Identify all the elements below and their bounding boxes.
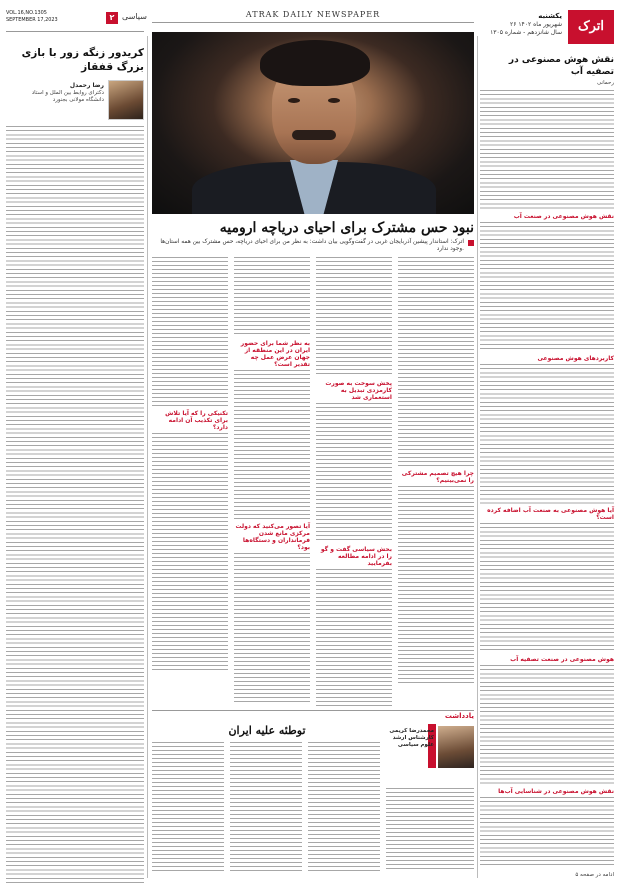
note-author-box bbox=[386, 724, 474, 784]
text-lines bbox=[398, 486, 474, 686]
text-lines bbox=[480, 90, 614, 210]
subhead: تکنیکی را که آیا تلاش برای تکذیب آن ادامه دارد؟ bbox=[165, 410, 228, 431]
right-column bbox=[480, 52, 614, 878]
text-lines bbox=[152, 257, 228, 407]
text-lines bbox=[234, 553, 310, 703]
photo-mustache bbox=[292, 130, 336, 140]
paper-name-strip bbox=[152, 10, 474, 26]
lead-bullet-icon bbox=[468, 240, 474, 246]
photo-hair bbox=[260, 40, 370, 86]
text-lines bbox=[480, 364, 614, 504]
newspaper-logo: اترک bbox=[568, 10, 614, 44]
main-article-body bbox=[152, 257, 474, 691]
text-lines bbox=[316, 569, 392, 709]
body-col-4 bbox=[152, 257, 228, 691]
text-lines bbox=[316, 257, 392, 377]
left-column bbox=[6, 38, 144, 878]
text-lines bbox=[480, 523, 614, 653]
subhead: به نظر شما برای حضور ایران در این منطقه از جهان عرض عمل چه تقدیر است؟ bbox=[240, 340, 310, 368]
subhead: بحش سیاسی گفت و گو را در ادامه مطالعه بفرمایید bbox=[320, 546, 392, 567]
text-lines bbox=[152, 742, 224, 872]
left-article-title: کریدور زنگه زور با بازی بزرگ قفقاز bbox=[21, 47, 144, 73]
subhead: کاربردهای هوش مصنوعی bbox=[537, 355, 614, 362]
note-title: توطئه علیه ایران bbox=[228, 724, 306, 737]
author-box bbox=[6, 78, 144, 122]
text-lines bbox=[480, 665, 614, 785]
text-lines bbox=[152, 433, 228, 673]
photo-eyes bbox=[288, 98, 340, 104]
volume-number: VOL.16,NO.1305 bbox=[6, 10, 47, 16]
text-lines bbox=[386, 788, 474, 872]
masthead bbox=[480, 10, 614, 48]
text-lines bbox=[316, 403, 392, 543]
right-article-title: نقش هوش مصنوعی در تصفیه آب bbox=[508, 55, 614, 77]
note-bar bbox=[152, 710, 474, 720]
continued-note: ادامه در صفحه ۵ bbox=[575, 872, 614, 878]
body-col-3 bbox=[234, 257, 310, 691]
subhead: آیا تصور می‌کنید که دولت مرکزی مانع شدن فرمانداران و دستگاه‌ها بود؟ bbox=[235, 523, 310, 551]
issue-info bbox=[6, 10, 58, 23]
text-lines bbox=[398, 257, 474, 467]
paper-name: ATRAK DAILY NEWSPAPER bbox=[245, 10, 381, 19]
note-label: یادداشت bbox=[444, 712, 474, 720]
author-name: رضا رحمدل bbox=[69, 82, 104, 89]
text-lines bbox=[480, 222, 614, 352]
center-column bbox=[152, 30, 474, 878]
issue-date-en: SEPTEMBER 17,2023 bbox=[6, 16, 58, 23]
note-author-photo bbox=[438, 726, 474, 768]
issue-sub: سال شانزدهم - شماره ۱۳۰۵ bbox=[490, 29, 562, 36]
main-headline: نبود حس مشترک برای احیای دریاچه ارومیه bbox=[219, 220, 474, 236]
subhead: نقش هوش مصنوعی در شناسایی آب‌ها bbox=[498, 788, 614, 795]
text-lines bbox=[230, 742, 302, 872]
note-author-name: محمدرضا کریمی کارشناس ارشد علوم سیاسی bbox=[389, 728, 434, 748]
body-col-1 bbox=[398, 257, 474, 691]
left-article-body bbox=[6, 126, 144, 885]
right-article-author: رحمانی bbox=[596, 80, 614, 86]
text-lines bbox=[234, 257, 310, 337]
subhead: نقش هوش مصنوعی در صنعت آب bbox=[513, 213, 614, 220]
author-role: دکترای روابط بین الملل و استاد دانشگاه مولانی بجنورد bbox=[31, 90, 104, 103]
lead-text: اترک: استاندار پیشین آذربایجان غربی در گفت‌وگویی بیان داشت: به نظر من برای احیای دریاچه، حس مشترک بین همه استان‌ها وجود ندارد. bbox=[160, 239, 464, 252]
subhead: پخش سوخت به صورت کارمزدی تبدیل به استعماری شد bbox=[325, 380, 392, 401]
author-photo bbox=[108, 80, 144, 120]
subhead: هوش مصنوعی در صنعت تصفیه آب bbox=[510, 656, 614, 663]
issue-date-fa bbox=[490, 12, 562, 37]
note-article bbox=[152, 724, 474, 874]
text-lines bbox=[308, 742, 380, 872]
page-header-left bbox=[6, 10, 147, 32]
body-col-2 bbox=[316, 257, 392, 691]
main-lead bbox=[152, 239, 474, 253]
weekday: یکشنبه bbox=[538, 12, 562, 20]
page-number-badge: ۲ bbox=[106, 12, 118, 24]
text-lines bbox=[480, 797, 614, 867]
text-lines bbox=[234, 370, 310, 520]
column-divider bbox=[147, 36, 148, 878]
subhead: آیا هوش مصنوعی به صنعت آب اضافه کرده است؟ bbox=[487, 507, 614, 521]
header-rule bbox=[152, 22, 474, 23]
section-label: سیاسی bbox=[122, 12, 147, 21]
main-photo bbox=[152, 32, 474, 214]
date-line: ۲۶ شهریور ماه ۱۴۰۲ bbox=[509, 21, 562, 28]
subhead: چرا هیچ تصمیم مشترکی را نمی‌بینیم؟ bbox=[401, 470, 474, 484]
column-divider bbox=[477, 36, 478, 878]
